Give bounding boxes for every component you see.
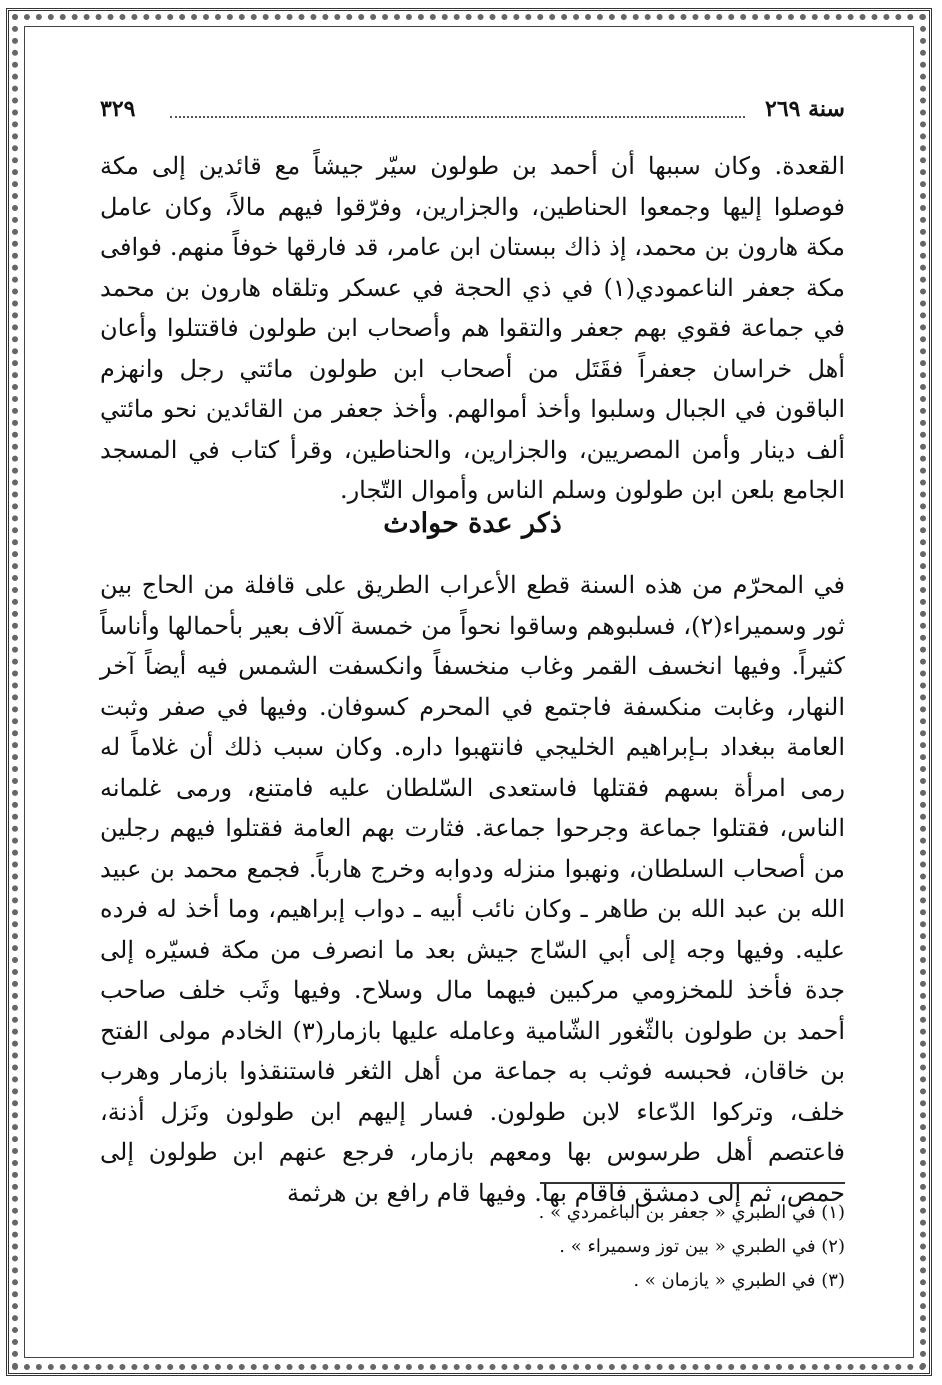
footnotes-list <box>100 1196 845 1298</box>
page-header <box>100 96 845 130</box>
section-heading: ذكر عدة حوادث <box>383 508 562 539</box>
footnote-separator <box>540 1182 845 1184</box>
page-number: ٣٢٩ <box>100 96 136 122</box>
footnote-3: (٣) في الطبري « يازمان » . <box>633 1270 845 1291</box>
body-paragraph-1: القعدة. وكان سببها أن أحمد بن طولون سيّر جيشاً مع قائدين إلى مكة فوصلوا إليها وجمعوا الحناطين، والجزارين، وفرّقوا فيهم مالاً، وكان عامل مكة هارون بن محمد، إذ ذاك ببستان ابن عامر، قد فارقها خوفاً منهم. فوافى مكة جعفر الناعمودي(١) في ذي الحجة في عسكر وتلقاه هارون بن محمد في جماعة فقوي بهم جعفر والتقوا هم وأصحاب ابن طولون فاقتتلوا وأعان أهل خراسان جعفراً فقَتَل من أصحاب ابن طولون مائتي رجل وانهزم الباقون في الجبال وسلبوا وأخذ أموالهم. وأخذ جعفر من القائدين نحو مائتي ألف دينار وأمن المصريين، والجزارين، والحناطين، وقرأ كتاب في المسجد الجامع بلعن ابن طولون وسلم الناس وأموال التّجار. <box>100 152 846 504</box>
running-head: سنة ٢٦٩ <box>765 96 845 122</box>
body-paragraph-2: في المحرّم من هذه السنة قطع الأعراب الطريق على قافلة من الحاج بين ثور وسميراء(٢)، فسلبوهم وساقوا نحواً من خمسة آلاف بعير بأحمالها وأناساً كثيراً. وفيها انخسف القمر وغاب منخسفاً وانكسفت الشمس فيه أيضاً آخر النهار، وغابت منكسفة فاجتمع في المحرم كسوفان. وفيها في صفر وثبت العامة ببغداد بـإبراهيم الخليجي فانتهبوا داره. وكان سبب ذلك أن غلاماً له رمى امرأة بسهم فقتلها فاستعدى السّلطان عليه فامتنع، ورمى غلمانه الناس، فقتلوا جماعة وجرحوا جماعة. فثارت بهم العامة فقتلوا فيهم رجلين من أصحاب السلطان، ونهبوا منزله ودوابه وخرج هارباً. فجمع محمد بن عبيد الله بن عبد الله بن طاهر ـ وكان نائب أبيه ـ دواب إبراهيم، وما أخذ له فرده عليه. وفيها وجه إلى أبي السّاج جيش بعد ما انصرف من مكة فسيّره إلى جدة فأخذ للمخزومي مركبين فيهما مال وسلاح. وفيها وثَب خلف صاحب أحمد بن طولون بالثّغور الشّامية وعامله عليها بازمار(٣) الخادم مولى الفتح بن خاقان، فحبسه فوثب به جماعة من أهل الثغر فاستنقذوا بازمار وهرب خلف، وتركوا الدّعاء لابن طولون. فسار إليهم ابن طولون ونَزل أذنة، فاعتصم أهل طرسوس بها ومعهم بازمار، فرجع عنهم ابن طولون إلى حمص، ثم إلى دمشق فاقام بها. وفيها قام رافع بن هرثمة <box>100 571 846 1207</box>
header-dotted-leader <box>170 116 745 118</box>
footnote-1: (١) في الطبري « جعفر بن الباغمردي » . <box>538 1202 845 1223</box>
footnote-2: (٢) في الطبري « بين توز وسميراء » . <box>559 1236 845 1257</box>
